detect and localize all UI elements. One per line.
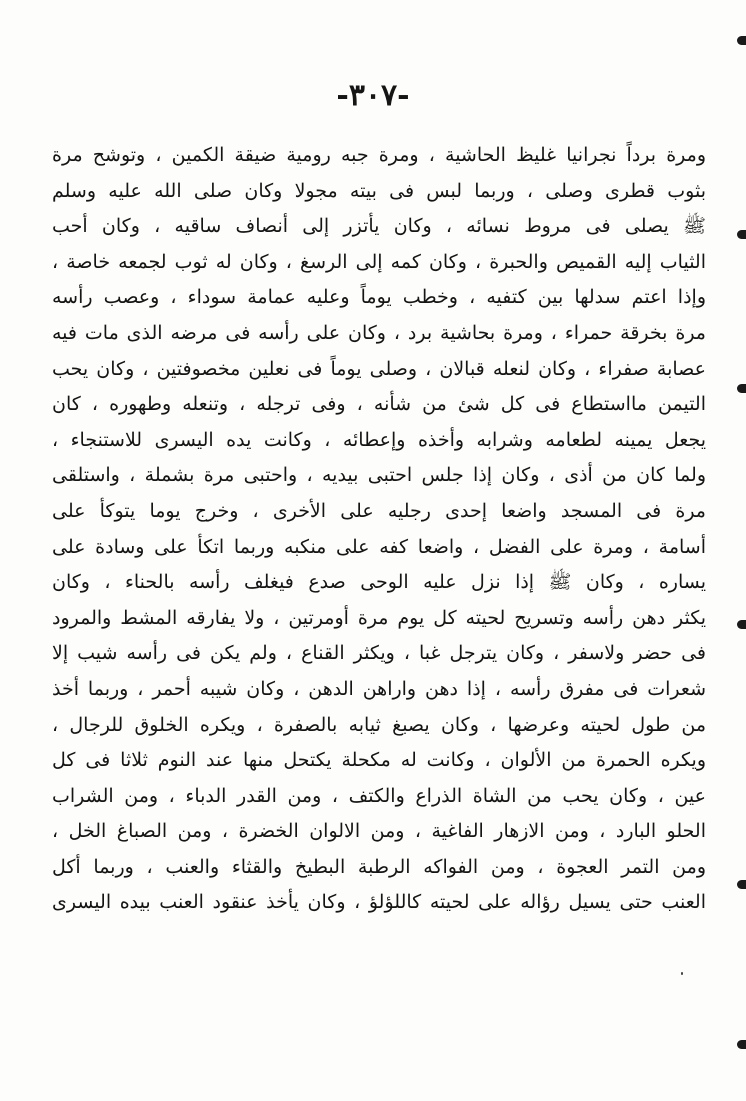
text-line: مرة فى المسجد واضعا إحدى رجليه على الأخرى ، وخرج يوما يتوكأ على [52, 499, 706, 522]
text-line: يجعل يمينه لطعامه وشرابه وأخذه وإعطائه ، وكانت يده اليسرى للاستنجاء ، [52, 428, 706, 451]
text-line: ﷺ يصلى فى مروط نسائه ، وكان يأتزر إلى أنصاف ساقيه ، وكان أحب [52, 215, 706, 238]
text-line: وإذا اعتم سدلها بين كتفيه ، وخطب يوماً وعليه عمامة سوداء ، وعصب رأسه [52, 286, 706, 309]
text-line: أسامة ، ومرة على الفضل ، واضعا كفه على منكبه وربما اتكأ على وسادة على [52, 535, 706, 558]
text-line: ويكره الحمرة من الألوان ، وكانت له مكحلة يكتحل منها عند النوم ثلاثا فى كل [52, 749, 706, 772]
scan-speck [681, 972, 683, 975]
scan-edge-mark [737, 230, 746, 239]
text-line: عصابة صفراء ، وكان لنعله قبالان ، وصلى يوماً فى نعلين مخصوفتين ، وكان يحب [52, 357, 706, 380]
scan-edge-mark [737, 620, 746, 629]
text-line: العنب حتى يسيل رؤاله على لحيته كاللؤلؤ ، وكان يأخذ عنقود العنب بيده اليسرى [52, 891, 706, 914]
scan-edge-mark [737, 880, 746, 889]
body-text [52, 138, 706, 921]
text-line: شعرات فى مفرق رأسه ، إذا دهن واراهن الدهن ، وكان شيبه أحمر ، وربما أخذ [52, 677, 706, 700]
scan-edge-mark [737, 1040, 746, 1049]
text-line: التيمن مااستطاع فى كل شئ من شأنه ، وفى ترجله ، وتنعله وطهوره ، كان [52, 393, 706, 416]
text-line: ومرة برداً نجرانيا غليظ الحاشية ، ومرة جبه رومية ضيقة الكمين ، وتوشح مرة [52, 144, 706, 166]
text-line: بثوب قطرى وصلى ، وربما لبس فى بيته مجولا وكان صلى الله عليه وسلم [52, 179, 706, 202]
text-line: من طول لحيته وعرضها ، وكان يصبغ ثيابه بالصفرة ، ويكره الخلوق للرجال ، [52, 713, 706, 736]
text-line: ومن التمر العجوة ، ومن الفواكه الرطبة البطيخ والقثاء والعنب ، وربما أكل [52, 855, 706, 878]
scan-edge-mark [737, 384, 746, 393]
text-line: مرة بخرقة حمراء ، ومرة بحاشية برد ، وكان على رأسه فى مرضه الذى مات فيه [52, 321, 706, 344]
text-line: ولما كان من أذى ، وكان إذا جلس احتبى بيديه ، واحتبى مرة بشملة ، واستلقى [52, 464, 706, 487]
page-number: -٣٠٧- [336, 78, 410, 113]
text-line: يكثر دهن رأسه وتسريح لحيته كل يوم مرة أومرتين ، ولا يفارقه المشط والمرود [52, 606, 706, 629]
text-line: يساره ، وكان ﷺ إذا نزل عليه الوحى صدع فيغلف رأسه بالحناء ، وكان [52, 571, 706, 594]
scan-edge-mark [737, 36, 746, 45]
text-line: فى حضر ولاسفر ، وكان يترجل غبا ، ويكثر القناع ، ولم يكن فى رأسه شيب إلا [52, 642, 706, 665]
text-line: الثياب إليه القميص والحبرة ، وكان كمه إلى الرسغ ، وكان له ثوب لجمعه خاصة ، [52, 250, 706, 273]
text-line: الحلو البارد ، ومن الازهار الفاغية ، ومن الالوان الخضرة ، ومن الصباغ الخل ، [52, 820, 706, 843]
text-line: عين ، وكان يحب من الشاة الذراع والكتف ، ومن القدر الدباء ، ومن الشراب [52, 784, 706, 807]
